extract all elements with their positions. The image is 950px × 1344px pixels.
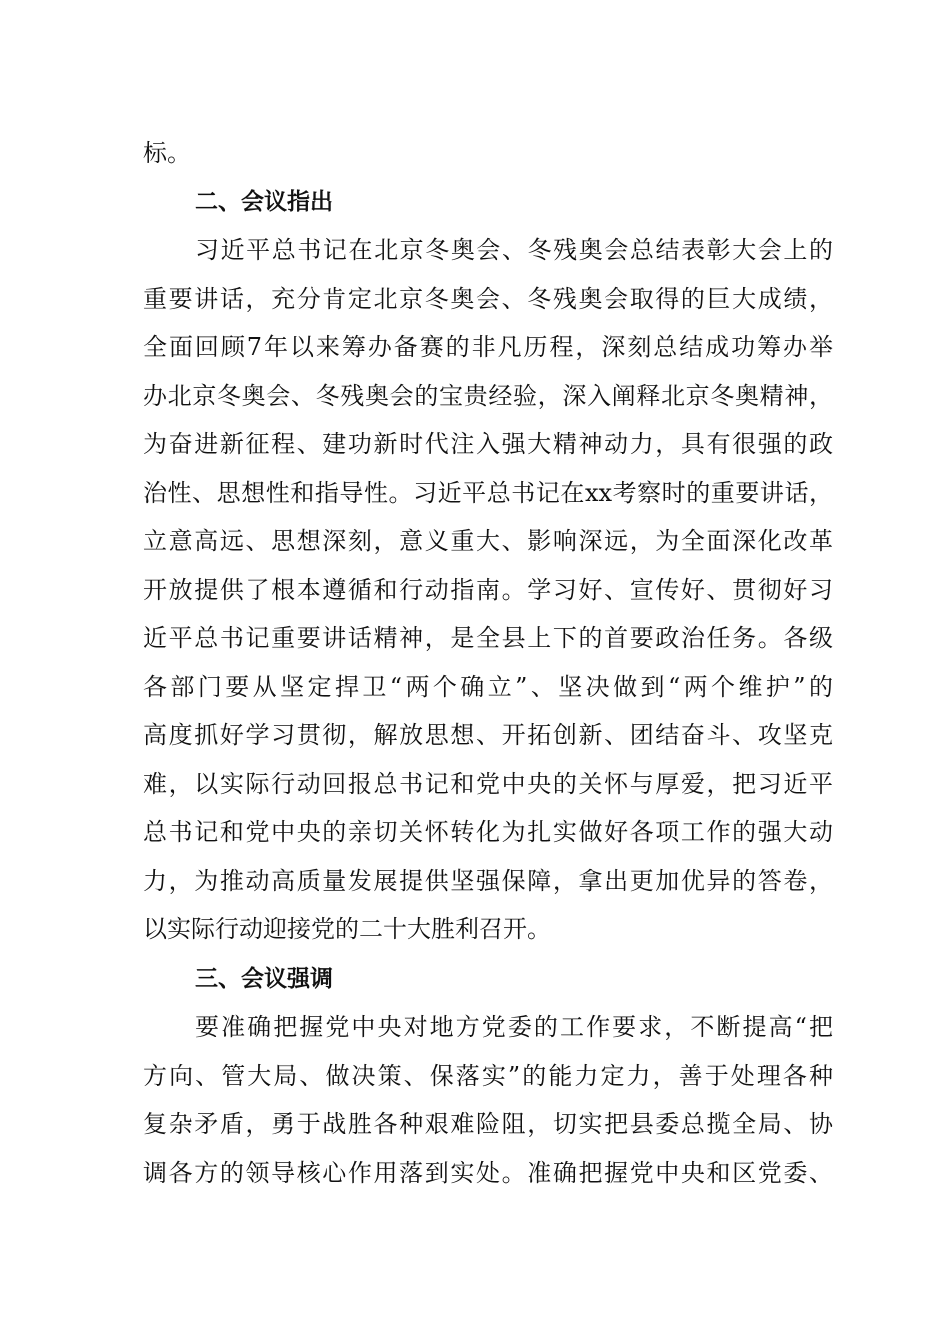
section-heading-3: 三、会议强调 xyxy=(195,966,333,992)
carry-over-text: 标。 xyxy=(143,139,191,167)
paragraph-line: 方向、管大局、做决策、保落实”的能力定力，善于处理各种 xyxy=(143,1062,833,1090)
paragraph-line: 力，为推动高质量发展提供坚强保障，拿出更加优异的答卷， xyxy=(143,867,833,895)
paragraph-line: 为奋进新征程、建功新时代注入强大精神动力，具有很强的政 xyxy=(143,430,833,458)
paragraph-line: 要准确把握党中央对地方党委的工作要求，不断提高“把 xyxy=(195,1013,833,1041)
paragraph-line: 近平总书记重要讲话精神，是全县上下的首要政治任务。各级 xyxy=(143,624,833,652)
paragraph-line: 治性、思想性和指导性。习近平总书记在xx考察时的重要讲话， xyxy=(143,479,833,507)
paragraph-line: 总书记和党中央的亲切关怀转化为扎实做好各项工作的强大动 xyxy=(143,818,833,846)
paragraph-line: 重要讲话，充分肯定北京冬奥会、冬残奥会取得的巨大成绩， xyxy=(143,285,833,313)
paragraph-line: 高度抓好学习贯彻，解放思想、开拓创新、团结奋斗、攻坚克 xyxy=(143,721,833,749)
paragraph-line: 办北京冬奥会、冬残奥会的宝贵经验，深入阐释北京冬奥精神， xyxy=(143,382,833,410)
paragraph-line: 立意高远、思想深刻，意义重大、影响深远，为全面深化改革 xyxy=(143,527,833,555)
paragraph-line: 各部门要从坚定捍卫“两个确立”、坚决做到“两个维护”的 xyxy=(143,673,833,701)
paragraph-line: 调各方的领导核心作用落到实处。准确把握党中央和区党委、 xyxy=(143,1159,833,1187)
paragraph-line: 习近平总书记在北京冬奥会、冬残奥会总结表彰大会上的 xyxy=(195,236,833,264)
paragraph-line-last: 以实际行动迎接党的二十大胜利召开。 xyxy=(143,915,551,943)
paragraph-line: 开放提供了根本遵循和行动指南。学习好、宣传好、贯彻好习 xyxy=(143,576,833,604)
paragraph-line: 复杂矛盾，勇于战胜各种艰难险阻，切实把县委总揽全局、协 xyxy=(143,1110,833,1138)
paragraph-line: 全面回顾7年以来筹办备赛的非凡历程，深刻总结成功筹办举 xyxy=(143,333,833,361)
section-heading-2: 二、会议指出 xyxy=(195,189,333,215)
paragraph-line: 难，以实际行动回报总书记和党中央的关怀与厚爱，把习近平 xyxy=(143,770,833,798)
